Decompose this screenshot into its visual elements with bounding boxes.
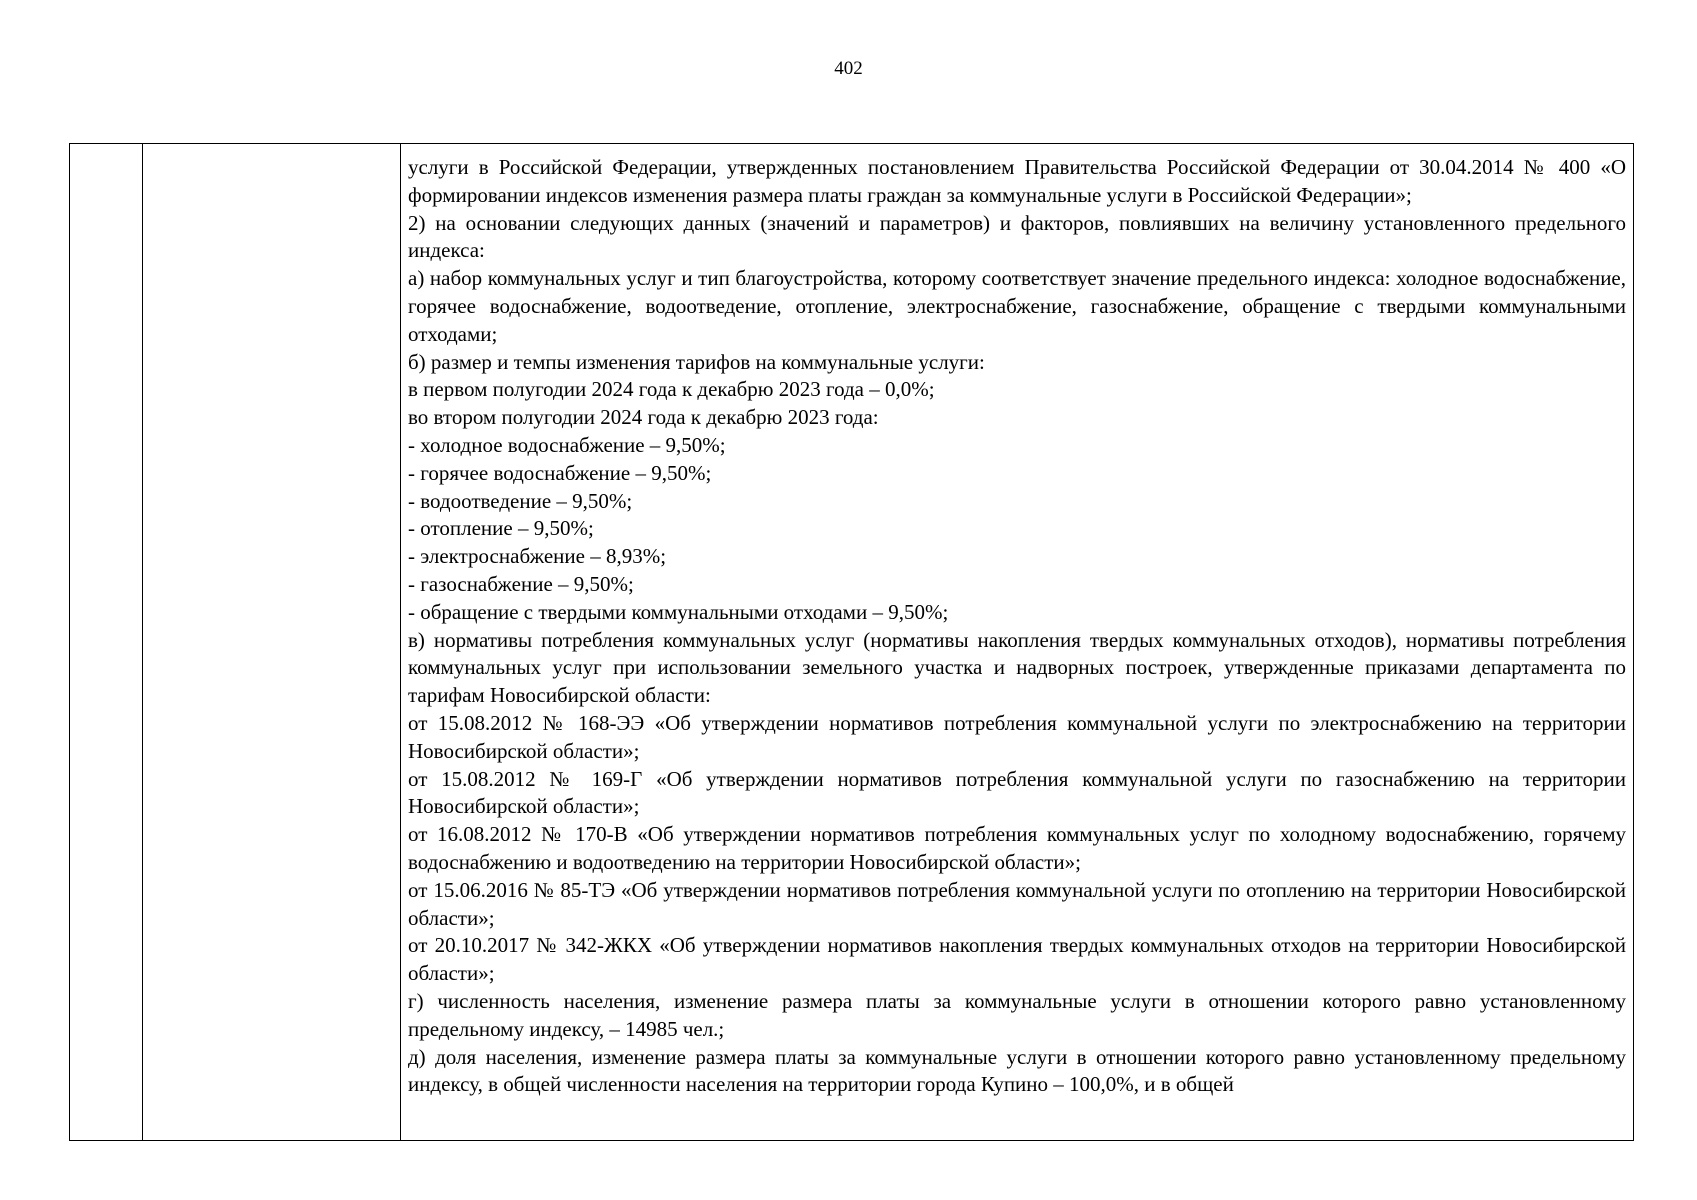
paragraph: - горячее водоснабжение – 9,50%;: [408, 460, 712, 485]
paragraph: в) нормативы потребления коммунальных услуг (нормативы накопления твердых коммунальных отходов), нормативы потребления коммунальных услуг при использовании земельного участка и надворных построек, утвержденные приказами департамента по тарифам Новосибирской области:: [408, 627, 1626, 708]
paragraph: д) доля населения, изменение размера платы за коммунальные услуги в отношении которого равно установленному предельному индексу, в общей численности населения на территории города Купино – 100,0%, и в общей: [408, 1044, 1626, 1097]
page-number: 402: [834, 58, 863, 79]
paragraph: от 15.06.2016 № 85-ТЭ «Об утверждении нормативов потребления коммунальной услуги по отоплению на территории Новосибирской области»;: [408, 877, 1626, 930]
paragraph: 2) на основании следующих данных (значений и параметров) и факторов, повлиявших на величину установленного предельного индекса:: [408, 210, 1626, 263]
paragraph: в первом полугодии 2024 года к декабрю 2023 года – 0,0%;: [408, 377, 935, 402]
paragraph: - газоснабжение – 9,50%;: [408, 571, 634, 596]
paragraph: а) набор коммунальных услуг и тип благоустройства, которому соответствует значение предельного индекса: холодное водоснабжение, горячее водоснабжение, водоотведение, отопление, электроснабжение, газоснабжение, обращение с твердыми коммунальными отходами;: [408, 266, 1626, 346]
paragraph: от 16.08.2012 № 170-В «Об утверждении нормативов потребления коммунальных услуг по холодному водоснабжению, горячему водоснабжению и водоотведению на территории Новосибирской области»;: [408, 822, 1626, 874]
document-table: [69, 143, 1634, 1141]
paragraph: от 15.08.2012 № 169-Г «Об утверждении нормативов потребления коммунальной услуги по газоснабжению на территории Новосибирской области»;: [408, 766, 1626, 819]
paragraph: - электроснабжение – 8,93%;: [408, 544, 667, 569]
table-cell-number: [70, 144, 143, 1141]
paragraph: - обращение с твердыми коммунальными отходами – 9,50%;: [408, 599, 949, 624]
paragraph: б) размер и темпы изменения тарифов на коммунальные услуги:: [408, 349, 985, 374]
paragraph: от 20.10.2017 № 342-ЖКХ «Об утверждении нормативов накопления твердых коммунальных отходов на территории Новосибирской области»;: [408, 933, 1626, 986]
paragraph: - отопление – 9,50%;: [408, 516, 594, 541]
table-cell-content: [401, 144, 1634, 1141]
paragraph: - водоотведение – 9,50%;: [408, 488, 633, 513]
table-row: [70, 144, 1634, 1141]
table-cell-name: [143, 144, 401, 1141]
paragraph: во втором полугодии 2024 года к декабрю 2023 года:: [408, 405, 879, 430]
paragraph: - холодное водоснабжение – 9,50%;: [408, 432, 726, 457]
paragraph: услуги в Российской Федерации, утвержденных постановлением Правительства Российской Федерации от 30.04.2014 № 400 «О формировании индексов изменения размера платы граждан за коммунальные услуги в Российской Федерации»;: [408, 155, 1626, 207]
paragraph: г) численность населения, изменение размера платы за коммунальные услуги в отношении которого равно установленному предельному индексу, – 14985 чел.;: [408, 988, 1626, 1041]
paragraph: от 15.08.2012 № 168-ЭЭ «Об утверждении нормативов потребления коммунальной услуги по электроснабжению на территории Новосибирской области»;: [408, 710, 1626, 763]
content-paragraphs: [408, 154, 1626, 1099]
